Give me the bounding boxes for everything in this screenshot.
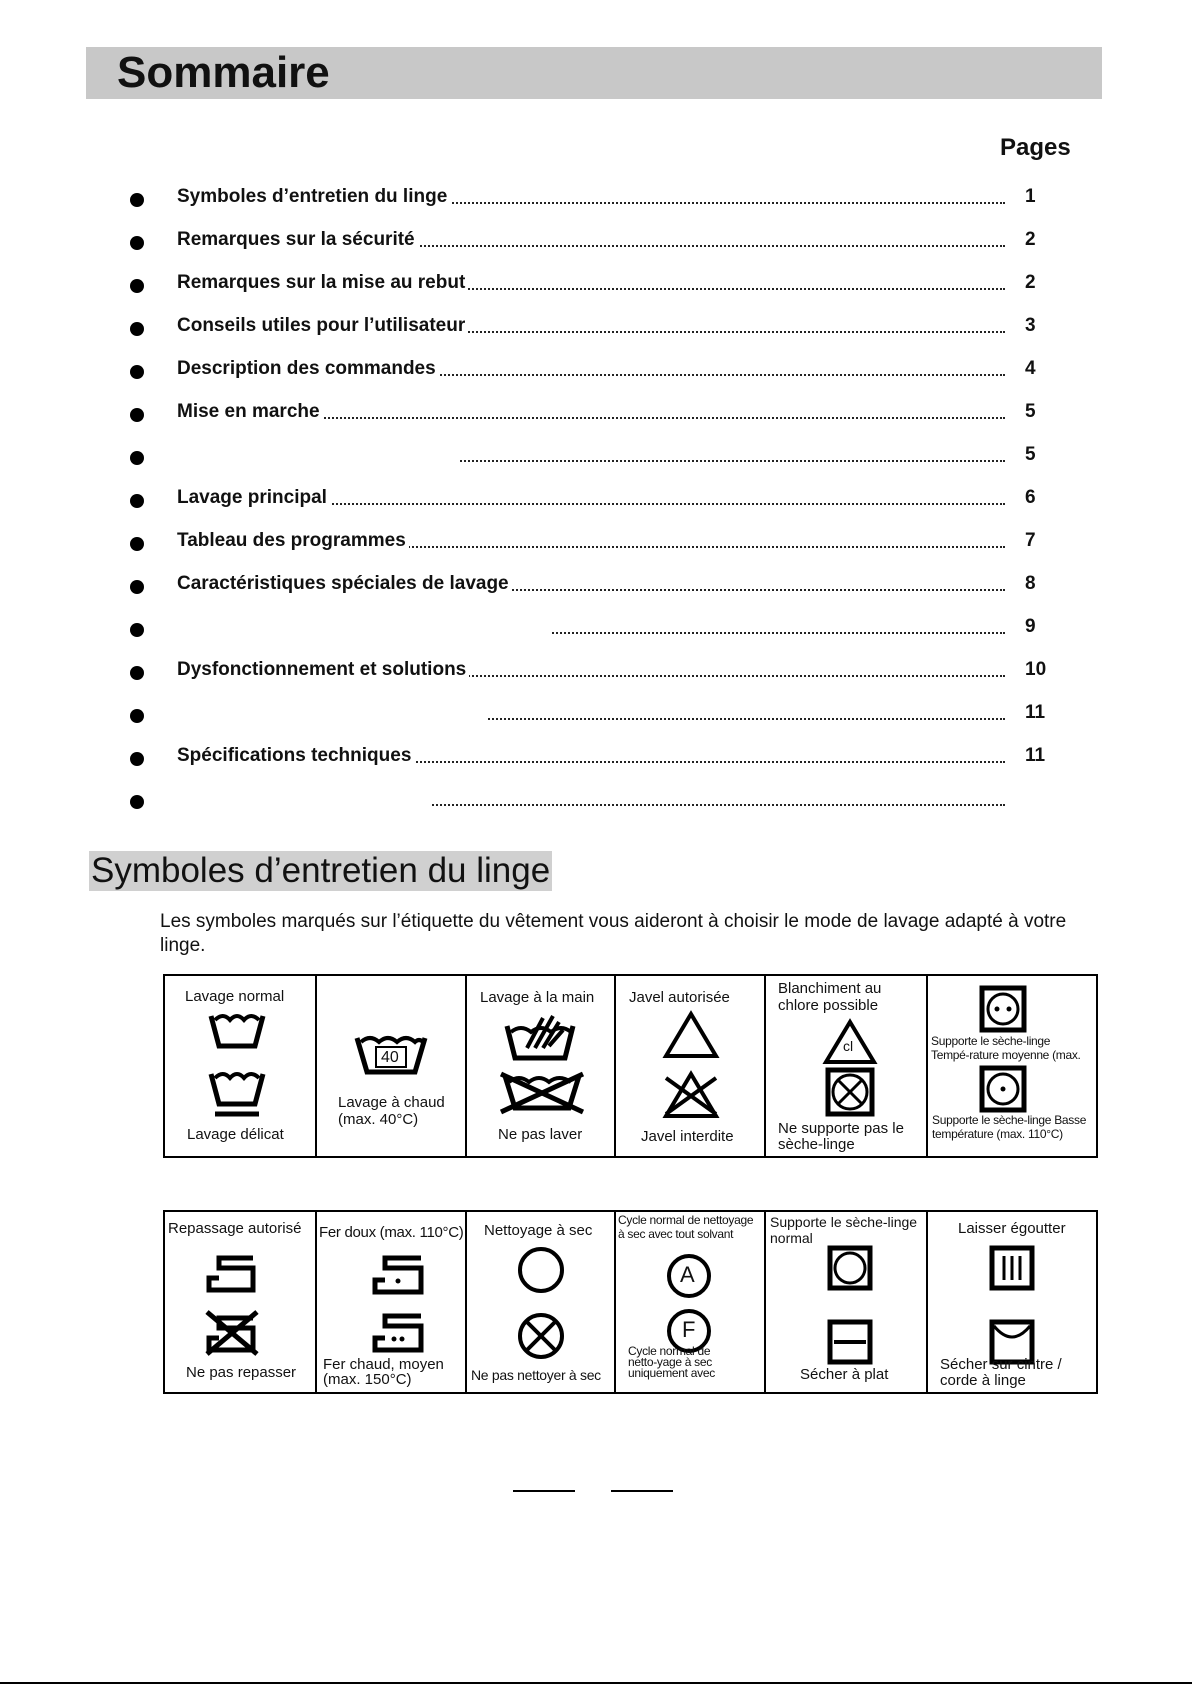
toc-item[interactable] (0, 442, 1192, 472)
toc-item-page: 2 (1025, 229, 1036, 250)
bullet-icon (130, 494, 144, 508)
blank-mask (170, 700, 488, 728)
toc-item-page: 4 (1025, 358, 1036, 379)
label-fer-chaud-2: (max. 150°C) (323, 1371, 412, 1388)
label-repassage: Repassage autorisé (168, 1220, 302, 1237)
toc-item-page: 9 (1025, 616, 1036, 637)
label-secher-cintre-2: corde à linge (940, 1372, 1026, 1389)
label-ne-pas-laver: Ne pas laver (498, 1126, 583, 1143)
tumble-dry-low-icon (978, 1064, 1028, 1114)
hand-wash-icon (497, 1012, 587, 1122)
label-lavage-normal: Lavage normal (185, 988, 285, 1005)
toc-item-page: 5 (1025, 401, 1036, 422)
toc-item-title: Remarques sur la mise au rebut (177, 272, 468, 294)
bullet-icon (130, 537, 144, 551)
blank-mask (170, 786, 432, 814)
intro-paragraph: Les symboles marqués sur l’étiquette du vêtement vous aideront à choisir le mode de lavage adapté à votre linge. (160, 911, 1067, 956)
label-secher-plat: Sécher à plat (800, 1366, 889, 1383)
toc-item[interactable] (0, 227, 1192, 257)
label-javel-autorisee: Javel autorisée (629, 989, 730, 1006)
cell-cycle-nettoyage (616, 1212, 766, 1392)
toc-item-page: 10 (1025, 659, 1047, 680)
cell-lavage-main (467, 976, 616, 1156)
label-laisser-egoutter: Laisser égoutter (958, 1220, 1066, 1237)
bullet-icon (130, 236, 144, 250)
cell-lavage (165, 976, 317, 1156)
tumble-dry-medium-icon (978, 984, 1028, 1034)
toc-item-title: Remarques sur la sécurité (177, 229, 418, 251)
dry-clean-f-letter: F (682, 1317, 696, 1342)
toc-item-page: 11 (1025, 745, 1046, 766)
label-lavage-main: Lavage à la main (480, 989, 595, 1006)
bullet-icon (130, 580, 144, 594)
toc-item[interactable] (0, 700, 1192, 730)
temp-40-label: 40 (381, 1049, 399, 1066)
dry-clean-icon (511, 1246, 571, 1360)
label-cycle-normal-1: Cycle normal de nettoyage (618, 1213, 754, 1227)
toc-item-title: Mise en marche (177, 401, 323, 423)
toc-item[interactable] (0, 485, 1192, 515)
washtub-icon (207, 1008, 267, 1124)
bullet-icon (130, 752, 144, 766)
toc-item-page: 6 (1025, 487, 1036, 508)
label-cycle-normal-2: à sec avec tout solvant (618, 1227, 734, 1241)
blank-underline (611, 1490, 673, 1492)
toc-item[interactable] (0, 614, 1192, 644)
label-seche-moy-1: Supporte le sèche-linge (931, 1034, 1051, 1048)
bleach-icon (656, 1010, 726, 1120)
label-nettoyage-sec: Nettoyage à sec (484, 1222, 593, 1239)
label-cycle-f-3: uniquement avec (628, 1366, 715, 1380)
bullet-icon (130, 322, 144, 336)
section-title: Symboles d’entretien du linge (91, 851, 551, 890)
toc-item-title: Dysfonctionnement et solutions (177, 659, 469, 681)
chlorine-bleach-icon (820, 1018, 880, 1126)
label-fer-chaud-1: Fer chaud, moyen (323, 1356, 444, 1373)
cell-blanchiment (766, 976, 928, 1156)
toc-item[interactable] (0, 657, 1192, 687)
toc-item-title: Caractéristiques spéciales de lavage (177, 573, 512, 595)
label-fer-doux: Fer doux (max. 110°C) (319, 1224, 464, 1241)
toc-item[interactable] (0, 399, 1192, 429)
toc-heading: Sommaire (117, 48, 330, 97)
label-seche-normal-2: normal (770, 1230, 813, 1246)
blank-underline (513, 1490, 575, 1492)
bullet-icon (130, 408, 144, 422)
toc-item[interactable] (0, 313, 1192, 343)
drip-dry-icon (988, 1244, 1036, 1368)
label-lavage-chaud: Lavage à chaud (338, 1094, 445, 1111)
cell-seche-linge (928, 976, 1096, 1156)
bottom-rule (0, 1682, 1192, 1684)
label-seche-moy-2: Tempé-rature moyenne (max. (931, 1048, 1081, 1062)
dry-clean-a-letter: A (680, 1262, 695, 1287)
toc-item[interactable] (0, 184, 1192, 214)
pages-label: Pages (1000, 134, 1071, 161)
cell-fer (317, 1212, 467, 1392)
label-blanchiment-2: chlore possible (778, 997, 879, 1014)
bullet-icon (130, 279, 144, 293)
label-ne-supporte-2: sèche-linge (778, 1136, 855, 1153)
toc-item-title: Symboles d’entretien du linge (177, 186, 450, 208)
toc-item-page: 2 (1025, 272, 1036, 293)
label-blanchiment-1: Blanchiment au (778, 980, 882, 997)
label-seche-basse-1: Supporte le sèche-linge Basse (932, 1113, 1087, 1127)
cell-javel (616, 976, 766, 1156)
cell-repassage (165, 1212, 317, 1392)
toc-item[interactable] (0, 356, 1192, 386)
toc-item[interactable] (0, 571, 1192, 601)
toc-item-page: 3 (1025, 315, 1036, 336)
blank-mask (170, 614, 550, 642)
chlorine-symbol-label: cl (843, 1038, 854, 1054)
toc-item-page: 5 (1025, 444, 1036, 465)
bullet-icon (130, 795, 144, 809)
label-cycle-f-1: Cycle normal de (628, 1344, 711, 1358)
care-symbols-row-2 (163, 1210, 1098, 1394)
iron-icon (203, 1248, 263, 1358)
label-secher-cintre-1: Sécher sur cintre / (940, 1356, 1062, 1373)
toc-item-title: Spécifications techniques (177, 745, 414, 767)
toc-item[interactable] (0, 786, 1192, 816)
toc-item-title: Tableau des programmes (177, 530, 409, 552)
toc-item-page: 11 (1025, 702, 1046, 723)
cell-sechage (766, 1212, 928, 1392)
toc-item-title: Description des commandes (177, 358, 439, 380)
label-seche-normal-1: Supporte le sèche-linge (770, 1214, 918, 1230)
toc-item[interactable] (0, 270, 1192, 300)
label-ne-supporte-1: Ne supporte pas le (778, 1120, 904, 1137)
toc-item-page: 1 (1025, 186, 1036, 207)
label-lavage-chaud-max: (max. 40°C) (338, 1111, 419, 1128)
toc-item-page: 7 (1025, 530, 1036, 551)
label-ne-pas-nettoyer: Ne pas nettoyer à sec (471, 1367, 601, 1383)
label-cycle-f-2: netto-yage à sec (628, 1355, 712, 1369)
tumble-dry-normal-icon (826, 1244, 874, 1368)
toc-item-title: Conseils utiles pour l’utilisateur (177, 315, 468, 337)
cell-nettoyage (467, 1212, 616, 1392)
care-symbols-row-1 (163, 974, 1098, 1158)
label-javel-interdite: Javel interdite (641, 1128, 734, 1145)
label-seche-basse-2: température (max. 110°C) (932, 1127, 1063, 1141)
bullet-icon (130, 709, 144, 723)
iron-temperature-icon (369, 1250, 429, 1360)
cell-egoutter (928, 1212, 1096, 1392)
toc-header-bar (86, 47, 1102, 99)
toc-item-page: 8 (1025, 573, 1036, 594)
cell-lavage-chaud (317, 976, 467, 1156)
toc-item[interactable] (0, 528, 1192, 558)
toc-item-title: Lavage principal (177, 487, 330, 509)
toc-item[interactable] (0, 743, 1192, 773)
bullet-icon (130, 451, 144, 465)
bullet-icon (130, 666, 144, 680)
bullet-icon (130, 365, 144, 379)
blank-mask (170, 442, 460, 470)
bullet-icon (130, 193, 144, 207)
bullet-icon (130, 623, 144, 637)
label-ne-pas-repasser: Ne pas repasser (186, 1364, 297, 1381)
label-lavage-delicat: Lavage délicat (187, 1126, 284, 1143)
